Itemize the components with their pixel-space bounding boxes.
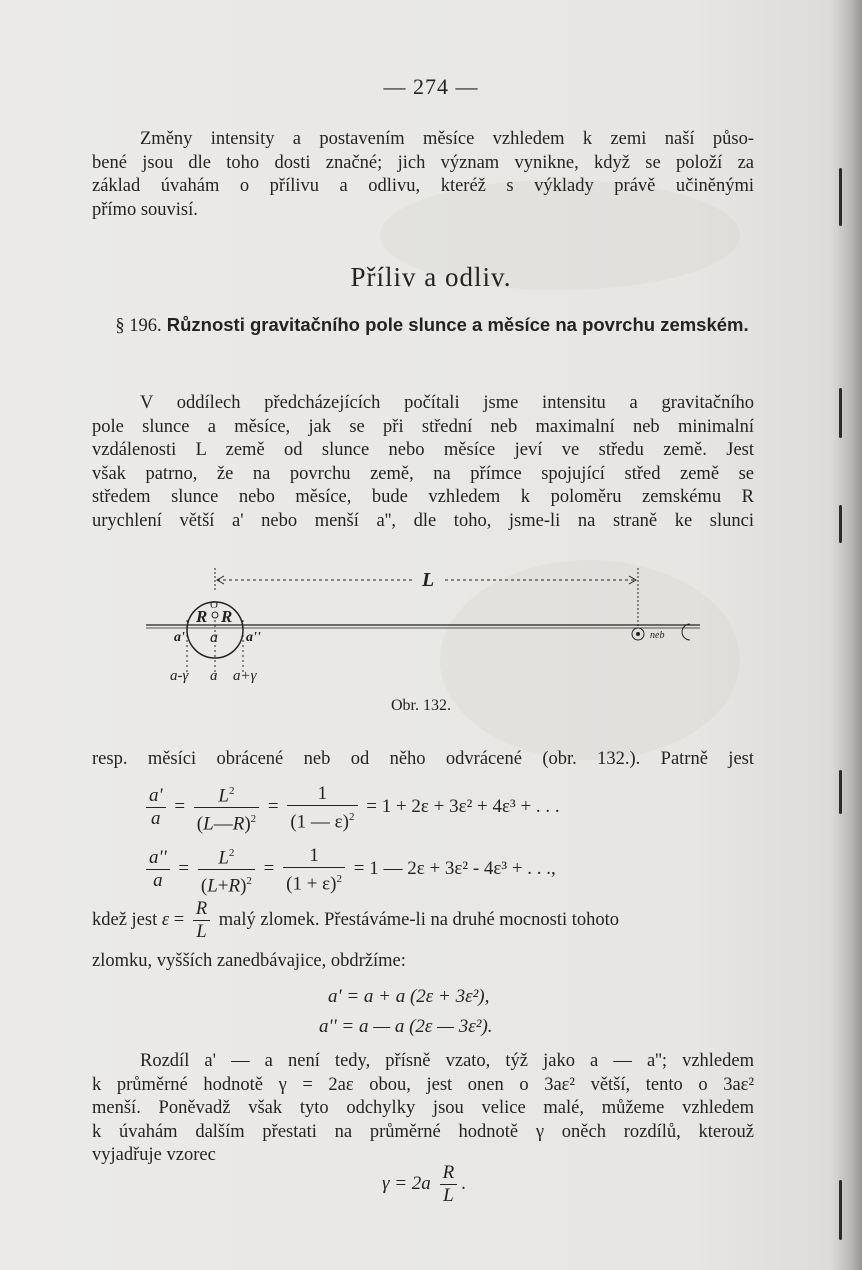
label-O: O [210,599,218,611]
body-paragraph-1 [92,392,754,533]
fraction: $\frac{a'}{a}$ [146,785,166,830]
kdez-suffix: malý zlomek. Přestáváme-li na druhé mocnosti tohoto [218,909,620,930]
text-line: vzdálenosti L země od slunce nebo měsíce jeví ve středu země. Jest [92,440,754,460]
fraction: $\frac{R}{L}$ [193,898,210,943]
gutter-mark [839,770,842,814]
section-symbol: § 196. [115,316,162,336]
text-line: základ úvahám o přílivu a odlivu, kteréž s výklady právě učiněnými [92,176,754,196]
text-line: V oddílech předcházejících počítali jsme intensitu a gravitačního [140,393,754,413]
result-a-prime: a' = a + a (2ε + 3ε²), [328,986,490,1007]
equation-tail: = 1 + 2ε + 3ε² + 4ε³ + . . . [366,796,560,818]
label-R-left: R [196,607,208,626]
page-number: — 274 — [383,74,479,99]
label-a: a [210,629,218,646]
body-paragraph-4 [92,1050,754,1168]
label-a-plus-gamma: a+γ [233,668,257,684]
fraction: $\frac{1}{(1 + \varepsilon)^2}$ [283,845,345,895]
label-a-bottom: a [210,668,218,684]
fraction: $\frac{a''}{a}$ [146,847,170,892]
label-a-prime: a' [174,630,185,645]
text-line: však patrno, že na povrchu země, na přímce spojující střed země se [92,463,754,484]
label-a-dprime: a'' [246,630,261,645]
text-line: menší. Poněvadž však tyto odchylky jsou velice malé, můžeme vzhledem [92,1098,754,1118]
section-heading-text: Různosti gravitačního pole slunce a měsíce na povrchu zemském. [166,314,749,335]
fraction: $\frac{R}{L}$ [440,1162,458,1207]
figure-caption: Obr. 132. [391,697,451,714]
body-paragraph-2 [92,748,754,772]
text-line: vyjadřuje vzorec [92,1145,216,1165]
label-L: L [422,569,435,591]
text-line: urychlení větší a' nebo menší a'', dle toho, jsme-li na straně ke slunci [92,510,754,531]
text-line: přímo souvisí. [92,199,198,220]
equation-tail: = 1 — 2ε + 3ε² - 4ε³ + . . ., [353,858,556,880]
earth-center-point [212,612,218,618]
sun-center-dot [637,633,640,636]
final-formula: γ = 2a $\frac{R}{L}$ . [382,1162,466,1206]
intro-paragraph [92,128,754,222]
body-paragraph-3 [92,950,754,974]
gutter-mark [839,388,842,438]
gutter-mark [839,505,842,543]
text-line: bené jsou dle toho dosti značné; jich význam vynikne, když se položí za [92,152,754,173]
result-a-dprime: a'' = a — a (2ε — 3ε²). [319,1016,493,1037]
final-formula-lhs: γ = 2a [382,1172,431,1194]
fraction: $\frac{L^2}{(L—R)^2}$ [194,780,259,836]
kdez-prefix: kdež jest [92,909,158,930]
section-heading [112,312,752,339]
text-line: k průměrné hodnotě γ = 2aε obou, jest onen o 3aε² větší, tento o 3aε² [92,1074,754,1095]
text-line: pole slunce a měsíce, jak se při střední neb maximalní neb minimalní [92,416,754,437]
fraction: $\frac{1}{(1 — \varepsilon)^2}$ [287,783,357,833]
equation-a-prime: $\frac{a'}{a}$ = $\frac{L^2}{(L—R)^2}$ = $\frac{1}{(1 — \varepsilon)^2}$ = 1 + 2ε + 3ε² + 4ε³ + . . . [142,780,560,836]
equation-a-dprime: $\frac{a''}{a}$ = $\frac{L^2}{(L+R)^2}$ = $\frac{1}{(1 + \varepsilon)^2}$ = 1 — 2ε + 3ε² - 4ε³ + . . ., [142,842,556,898]
moon-symbol-icon [682,624,690,640]
chapter-title: Příliv a odliv. [350,262,512,292]
gutter-mark [839,168,842,226]
text-line: Rozdíl a' — a není tedy, přísně vzato, týž jako a — a''; vzhledem [140,1051,754,1071]
text-line: zlomku, vyšších zanedbávajice, obdržíme: [92,951,406,971]
epsilon-definition-line: kdež jest ε = $\frac{R}{L}$ malý zlomek. Přestáváme-li na druhé mocnosti tohoto [92,899,620,942]
text-line: k úvahám dalším přestati na průměrné hodnotě γ oněch rozdílů, kterouž [92,1121,754,1142]
label-neb: neb [650,630,665,641]
figure-132 [140,560,720,690]
text-line: resp. měsíci obrácené neb od něho odvrácené (obr. 132.). Patrně jest [92,749,754,769]
label-R-right: R [221,607,233,626]
fraction: $\frac{L^2}{(L+R)^2}$ [198,842,255,898]
page-edge-shadow [832,0,862,1270]
text-line: středem slunce nebo měsíce, bude vzhledem k poloměru zemskému R [92,487,754,507]
label-a-minus-gamma: a-γ [170,668,189,684]
gutter-mark [839,1180,842,1240]
text-line: Změny intensity a postavením měsíce vzhledem k zemi naší půso- [140,129,754,149]
